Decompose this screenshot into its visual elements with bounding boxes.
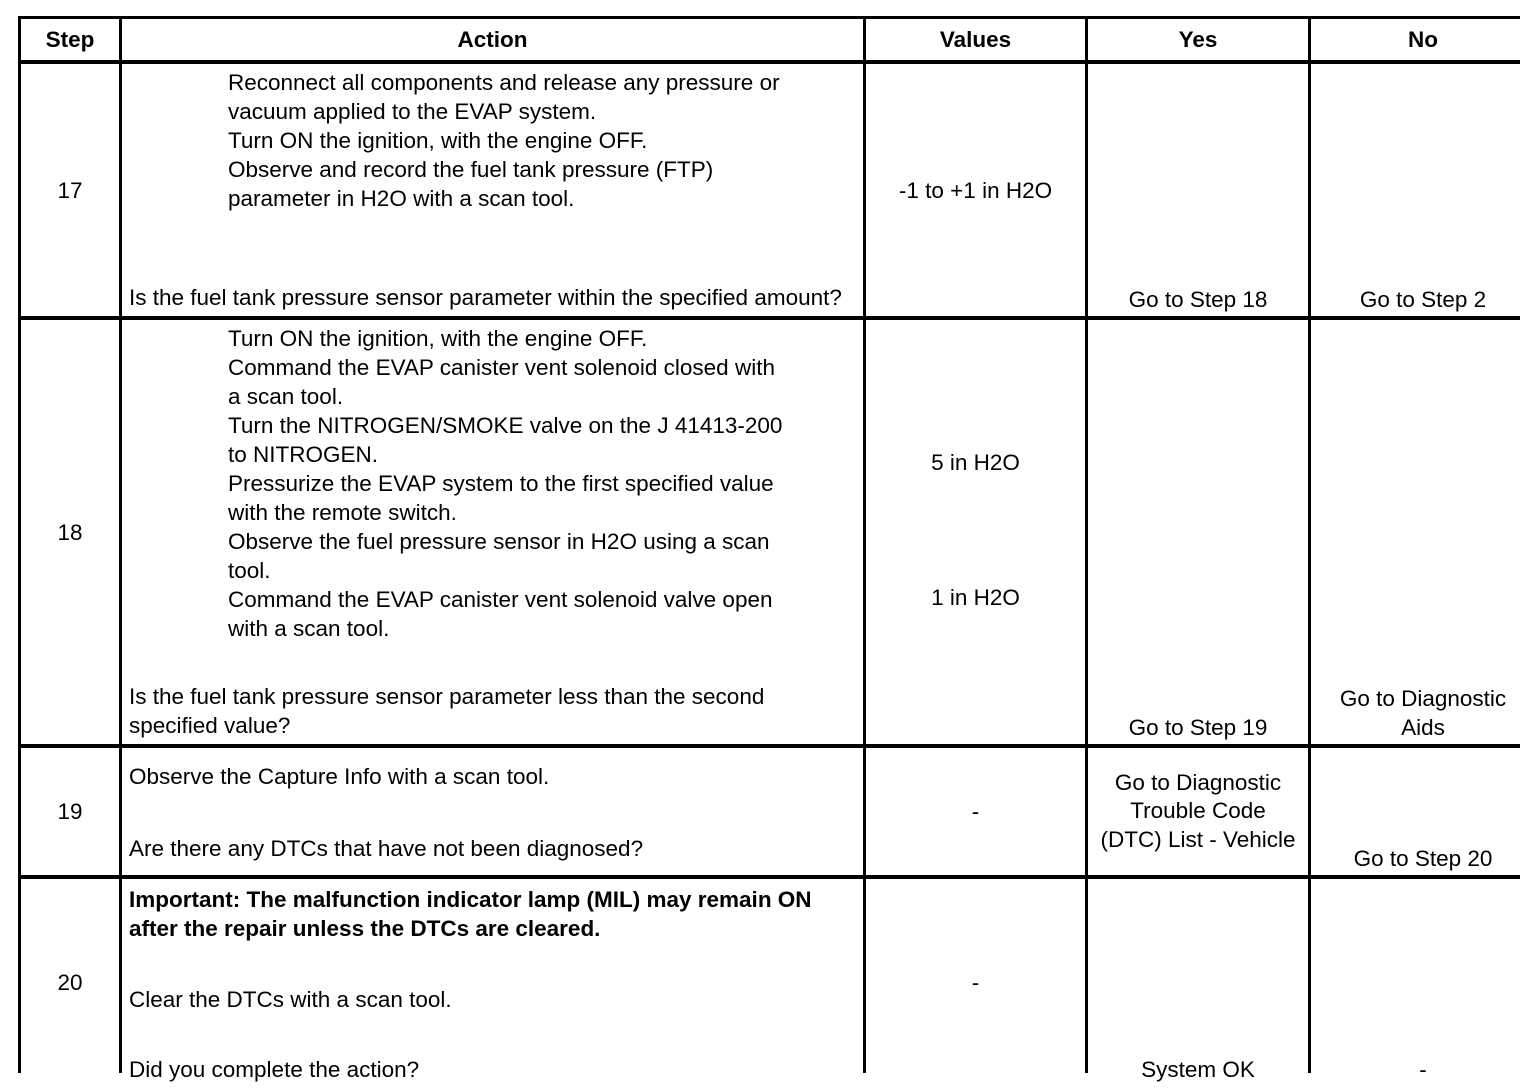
step-17-action [122,64,863,316]
step-19-action [122,748,863,875]
instruction-line: a scan tool. [228,384,344,409]
step-18-number: 18 [21,320,119,744]
step-19-yes: Go to Diagnostic Trouble Code (DTC) List - Vehicle [1088,748,1308,875]
instruction-line: Turn the NITROGEN/SMOKE valve on the J 41413-200 [228,413,783,438]
step-18-question: Is the fuel tank pressure sensor parameter less than the second specified value? [129,684,765,738]
instruction-line: Command the EVAP canister vent solenoid valve open [228,587,773,612]
step-19-question: Are there any DTCs that have not been diagnosed? [129,836,644,861]
step-19-value: - [866,748,1085,875]
step-20-important-note: Important: The malfunction indicator lamp (MIL) may remain ON after the repair unless the DTCs are cleared. [129,887,812,941]
instruction-line: Turn ON the ignition, with the engine OFF. [228,326,648,351]
diagnostic-table [18,16,1520,1082]
step-20-value: - [866,879,1085,1086]
step-20-yes: System OK [1088,879,1308,1086]
step-18-no: Go to Diagnostic Aids [1311,320,1535,744]
step-17-number: 17 [21,64,119,316]
instruction-line: vacuum applied to the EVAP system. [228,99,597,124]
instruction-line: tool. [228,558,271,583]
step-20-no: - [1311,879,1535,1086]
instruction-line: Command the EVAP canister vent solenoid closed with [228,355,775,380]
step-20-action [122,879,863,1086]
instruction-line: Pressurize the EVAP system to the first specified value [228,471,774,496]
step-19-number: 19 [21,748,119,875]
instruction-line: Turn ON the ignition, with the engine OFF. [228,128,648,153]
header-step: Step [21,19,119,60]
step-18-value-first: 5 in H2O [931,450,1020,475]
step-20-number: 20 [21,879,119,1086]
step-17-no: Go to Step 2 [1311,64,1535,316]
step-17-value: -1 to +1 in H2O [866,64,1085,316]
step-18-instructions [129,324,857,643]
instruction-line: Observe and record the fuel tank pressure (FTP) [228,157,714,182]
step-17-instructions [129,68,857,213]
step-19-no: Go to Step 20 [1311,748,1535,875]
step-18-value-second: 1 in H2O [931,585,1020,610]
header-values: Values [866,19,1085,60]
instruction-line: Observe the fuel pressure sensor in H2O using a scan [228,529,770,554]
step-19-observe: Observe the Capture Info with a scan tool. [129,764,550,789]
instruction-line: Reconnect all components and release any pressure or [228,70,780,95]
step-17-question: Is the fuel tank pressure sensor parameter within the specified amount? [129,285,842,310]
instruction-line: to NITROGEN. [228,442,379,467]
step-18-values [866,320,1085,744]
step-18-yes: Go to Step 19 [1088,320,1308,744]
step-20-question: Did you complete the action? [129,1057,420,1082]
header-no: No [1311,19,1535,60]
instruction-line: parameter in H2O with a scan tool. [228,186,575,211]
header-action: Action [122,19,863,60]
instruction-line: with the remote switch. [228,500,457,525]
step-20-clear-action: Clear the DTCs with a scan tool. [129,986,452,1012]
step-18-action [122,320,863,744]
instruction-line: with a scan tool. [228,616,390,641]
header-yes: Yes [1088,19,1308,60]
step-17-yes: Go to Step 18 [1088,64,1308,316]
